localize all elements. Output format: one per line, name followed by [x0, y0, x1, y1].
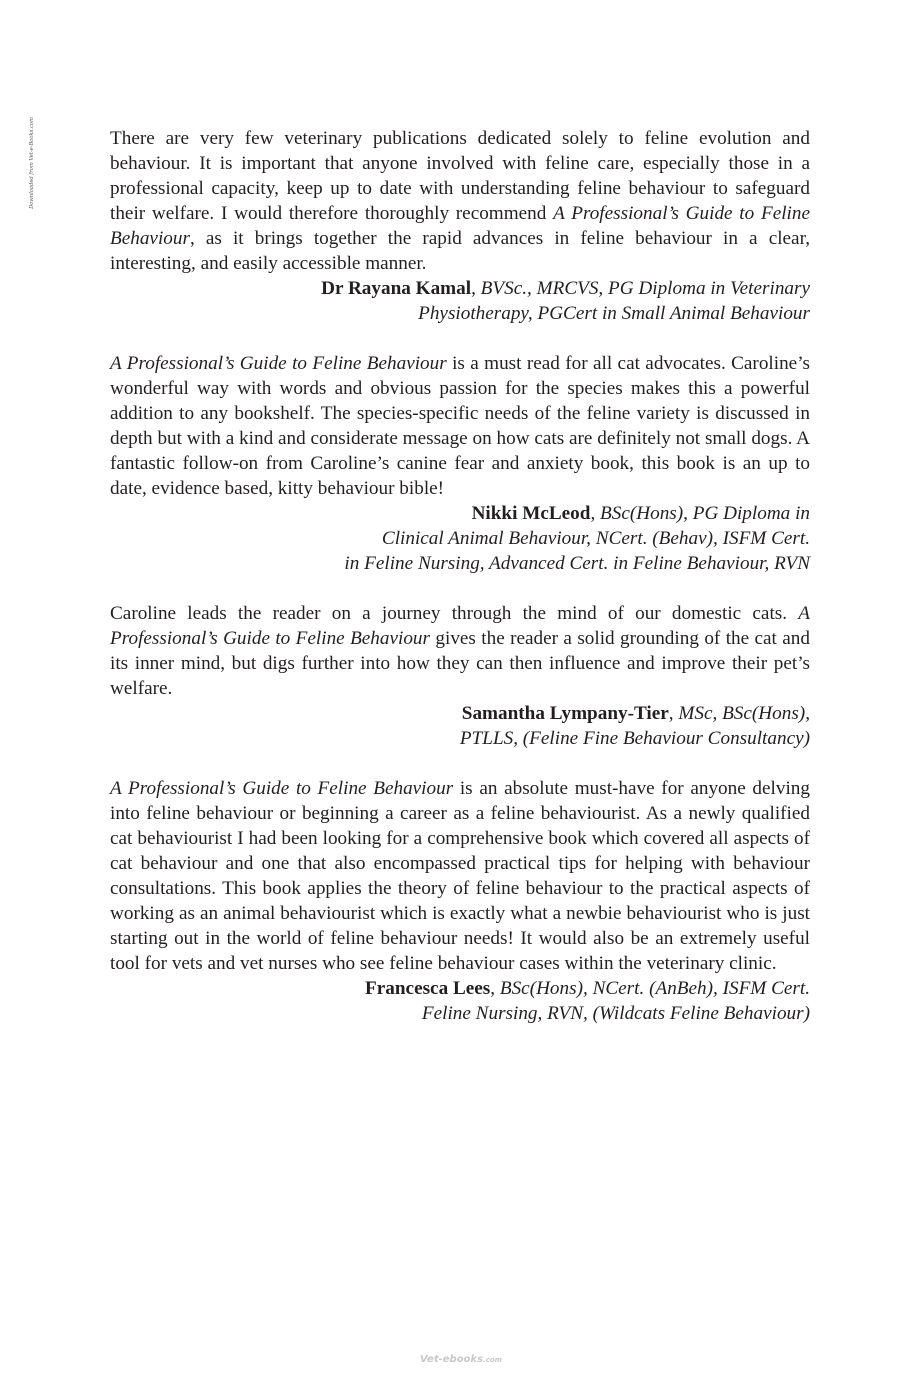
endorsement — [110, 601, 810, 751]
endorser-credentials: Physiotherapy, PGCert in Small Animal Behaviour — [418, 303, 810, 324]
endorsement-quote — [110, 601, 810, 701]
side-watermark — [24, 88, 40, 238]
endorsement-quote — [110, 776, 810, 976]
quote-text: , as it brings together the rapid advances in feline behaviour in a clear, interesting, and easily accessible manner. — [110, 228, 810, 274]
endorsement-quote — [110, 126, 810, 276]
endorsement — [110, 126, 810, 326]
endorser-name: Nikki McLeod — [471, 503, 591, 524]
side-watermark-text: Downloaded from Vet-e-Books.com — [29, 117, 36, 209]
endorser-credentials: BSc(Hons), PG Diploma in — [600, 503, 810, 524]
quote-text: is an absolute must-have for anyone delving into feline behaviour or beginning a career as a feline behaviourist. As a newly qualified cat behaviourist I had been looking for a comprehensive book which covered all aspects of cat behaviour and one that also encompassed practical tips for helping with behaviour consultations. This book applies the theory of feline behaviour to the practical aspects of working as an animal behaviourist which is exactly what a newbie behaviourist who is just starting out in the world of feline behaviour needs! It would also be an extremely useful tool for vets and vet nurses who see feline behaviour cases within the veterinary clinic. — [110, 778, 810, 974]
book-title: A Professional’s Guide to Feline Behaviour — [110, 203, 810, 249]
endorser-credentials: BSc(Hons), NCert. (AnBeh), ISFM Cert. — [499, 978, 810, 999]
endorsement-attribution — [110, 976, 810, 1026]
book-title: A Professional’s Guide to Feline Behaviour — [110, 353, 447, 374]
attribution-line: Samantha Lympany-Tier, MSc, BSc(Hons), — [461, 703, 810, 724]
endorsement-attribution — [110, 276, 810, 326]
quote-text: gives the reader a solid grounding of the cat and its inner mind, but digs further into how they can then influence and improve their pet’s welfare. — [110, 628, 810, 699]
endorser-credentials: BVSc., MRCVS, PG Diploma in Veterinary — [480, 278, 810, 299]
endorser-credentials: Feline Nursing, RVN, (Wildcats Feline Behaviour) — [421, 1003, 810, 1024]
endorsements-section — [110, 126, 810, 1051]
endorsement — [110, 776, 810, 1026]
book-title: A Professional’s Guide to Feline Behaviour — [110, 778, 454, 799]
quote-text: is a must read for all cat advocates. Caroline’s wonderful way with words and obvious passion for the species makes this a powerful addition to any bookshelf. The species-specific needs of the feline variety is discussed in depth but with a kind and considerate message on how cats are definitely not small dogs. A fantastic follow-on from Caroline’s canine fear and anxiety book, this book is an up to date, evidence based, kitty behaviour bible! — [110, 353, 810, 499]
book-title: A Professional’s Guide to Feline Behaviour — [110, 603, 810, 649]
footer-watermark-suffix: .com — [483, 1356, 502, 1364]
endorser-credentials: MSc, BSc(Hons), — [678, 703, 810, 724]
attribution-line: Dr Rayana Kamal, BVSc., MRCVS, PG Diploma in Veterinary — [321, 278, 810, 299]
endorsement-quote — [110, 351, 810, 501]
endorsement-attribution — [110, 701, 810, 751]
footer-watermark — [0, 1354, 922, 1365]
quote-text: Caroline leads the reader on a journey through the mind of our domestic cats. — [110, 603, 799, 624]
endorser-name: Samantha Lympany-Tier — [461, 703, 669, 724]
endorsement — [110, 351, 810, 576]
endorser-credentials: Clinical Animal Behaviour, NCert. (Behav), ISFM Cert. — [381, 528, 810, 549]
endorser-credentials: PTLLS, (Feline Fine Behaviour Consultancy) — [459, 728, 810, 749]
endorsement-attribution — [110, 501, 810, 576]
endorser-credentials: in Feline Nursing, Advanced Cert. in Feline Behaviour, RVN — [344, 553, 810, 574]
attribution-line: Francesca Lees, BSc(Hons), NCert. (AnBeh), ISFM Cert. — [365, 978, 810, 999]
endorser-name: Dr Rayana Kamal — [321, 278, 472, 299]
quote-text: There are very few veterinary publications dedicated solely to feline evolution and behaviour. It is important that anyone involved with feline care, especially those in a professional capacity, keep up to date with understanding feline behaviour to safeguard their welfare. I would therefore thoroughly recommend — [110, 128, 810, 224]
attribution-line: Nikki McLeod, BSc(Hons), PG Diploma in — [471, 503, 810, 524]
endorser-name: Francesca Lees — [365, 978, 491, 999]
footer-watermark-text: Vet-ebooks — [420, 1354, 484, 1365]
